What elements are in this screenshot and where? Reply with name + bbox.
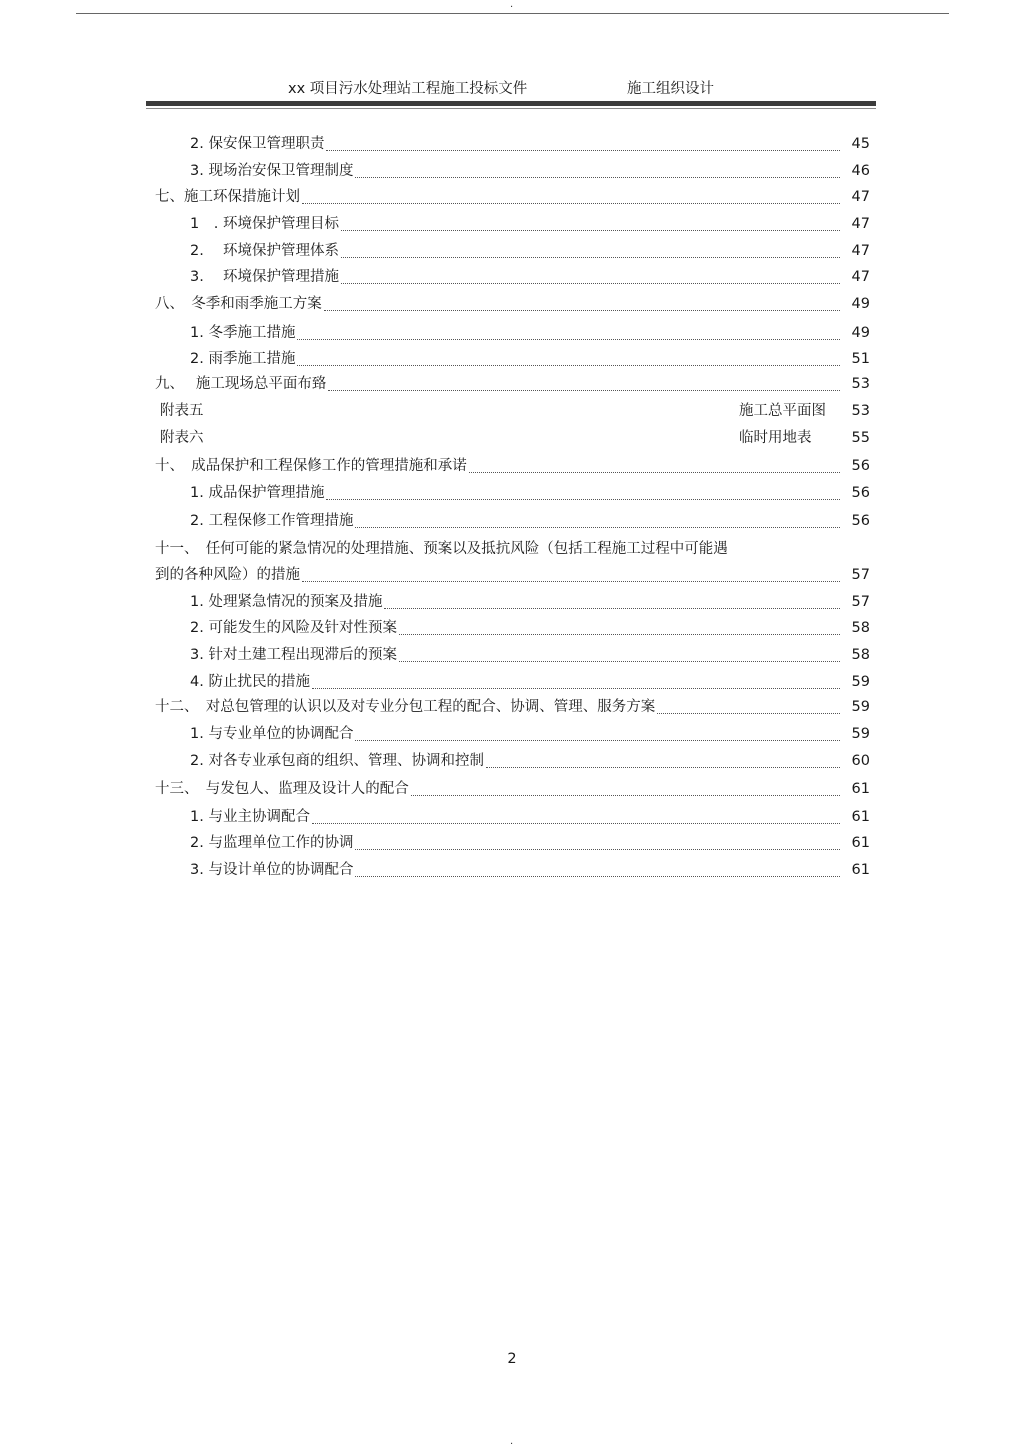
toc-entry-page-number: 56 (851, 513, 870, 529)
toc-leader-dots (324, 310, 840, 311)
toc-entry[interactable] (0, 428, 1024, 448)
toc-entry-title: 1 . 环境保护管理目标 (190, 216, 339, 232)
toc-entry-title: 九、 施工现场总平面布臵 (155, 376, 327, 392)
toc-leader-dots (355, 849, 840, 850)
toc-leader-dots (297, 365, 840, 366)
toc-entry[interactable] (0, 807, 1024, 827)
toc-entry-title: 2. 环境保护管理体系 (190, 243, 339, 259)
toc-entry-title: 十二、 对总包管理的认识以及对专业分包工程的配合、协调、管理、服务方案 (155, 699, 656, 715)
toc-entry-title: 3. 现场治安保卫管理制度 (190, 163, 354, 179)
top-page-mark: . (510, 0, 514, 10)
toc-entry-title-continued: 到的各种风险）的措施 (155, 567, 300, 583)
toc-entry-title: 附表六 (160, 430, 204, 446)
toc-entry[interactable] (0, 860, 1024, 880)
toc-entry-title: 3. 环境保护管理措施 (190, 269, 339, 285)
toc-entry[interactable] (0, 294, 1024, 314)
toc-entry[interactable] (0, 751, 1024, 771)
toc-entry-page-number: 46 (851, 163, 870, 179)
toc-entry-page-number: 47 (851, 243, 870, 259)
toc-leader-dots (355, 876, 840, 877)
toc-entry-page-number: 53 (851, 376, 870, 392)
toc-entry-title: 七、施工环保措施计划 (155, 189, 300, 205)
toc-entry-title: 十一、 任何可能的紧急情况的处理措施、预案以及抵抗风险（包括工程施工过程中可能遇 (155, 541, 728, 557)
toc-entry[interactable] (0, 456, 1024, 476)
toc-entry-page-number: 57 (851, 567, 870, 583)
toc-entry-page-number: 55 (851, 430, 870, 446)
toc-entry-title: 4. 防止扰民的措施 (190, 674, 310, 690)
toc-leader-dots (355, 527, 840, 528)
toc-leader-dots (326, 150, 840, 151)
toc-leader-dots (399, 661, 840, 662)
toc-entry-page-number: 56 (851, 458, 870, 474)
toc-entry-title: 附表五 (160, 403, 204, 419)
toc-entry[interactable] (0, 374, 1024, 394)
header-rule-thin (146, 108, 876, 109)
toc-leader-dots (657, 713, 840, 714)
toc-entry[interactable] (0, 349, 1024, 369)
toc-leader-dots (312, 823, 840, 824)
toc-entry[interactable] (0, 697, 1024, 717)
document-title: xx 项目污水处理站工程施工投标文件 (288, 81, 528, 97)
toc-entry-caption: 临时用地表 (739, 430, 812, 446)
toc-entry-page-number: 60 (851, 753, 870, 769)
toc-entry-title: 1. 与专业单位的协调配合 (190, 726, 354, 742)
toc-entry-page-number: 61 (851, 835, 870, 851)
toc-entry-title: 1. 冬季施工措施 (190, 325, 296, 341)
toc-entry[interactable] (0, 483, 1024, 503)
toc-entry-title: 2. 与监理单位工作的协调 (190, 835, 354, 851)
toc-leader-dots (469, 472, 840, 473)
toc-leader-dots (355, 177, 840, 178)
toc-entry-page-number: 53 (851, 403, 870, 419)
toc-entry[interactable] (0, 267, 1024, 287)
toc-entry-page-number: 58 (851, 620, 870, 636)
toc-entry[interactable] (0, 539, 1024, 559)
toc-entry-title: 1. 成品保护管理措施 (190, 485, 325, 501)
toc-entry-page-number: 47 (851, 189, 870, 205)
toc-entry-page-number: 61 (851, 862, 870, 878)
toc-entry-page-number: 59 (851, 726, 870, 742)
toc-entry-page-number: 59 (851, 699, 870, 715)
toc-entry-title: 2. 工程保修工作管理措施 (190, 513, 354, 529)
toc-entry[interactable] (0, 618, 1024, 638)
toc-entry[interactable] (0, 779, 1024, 799)
toc-entry-page-number: 61 (851, 781, 870, 797)
toc-entry-title: 2. 可能发生的风险及针对性预案 (190, 620, 397, 636)
toc-entry-page-number: 56 (851, 485, 870, 501)
toc-entry-title: 八、 冬季和雨季施工方案 (155, 296, 322, 312)
toc-leader-dots (302, 581, 840, 582)
toc-entry-caption: 施工总平面图 (739, 403, 826, 419)
toc-entry-title: 2. 保安保卫管理职责 (190, 136, 325, 152)
toc-leader-dots (341, 230, 840, 231)
toc-entry[interactable] (0, 187, 1024, 207)
toc-entry[interactable] (0, 241, 1024, 261)
toc-entry-title: 3. 与设计单位的协调配合 (190, 862, 354, 878)
toc-entry-continuation[interactable] (0, 565, 1024, 585)
toc-entry[interactable] (0, 724, 1024, 744)
toc-entry-page-number: 49 (851, 296, 870, 312)
toc-leader-dots (355, 740, 840, 741)
toc-entry-title: 十三、 与发包人、监理及设计人的配合 (155, 781, 409, 797)
toc-leader-dots (341, 283, 840, 284)
toc-entry[interactable] (0, 833, 1024, 853)
header-rule (146, 101, 876, 106)
toc-leader-dots (486, 767, 840, 768)
toc-entry[interactable] (0, 672, 1024, 692)
toc-leader-dots (326, 499, 840, 500)
toc-leader-dots (297, 339, 840, 340)
toc-leader-dots (399, 634, 840, 635)
toc-entry[interactable] (0, 511, 1024, 531)
toc-entry-title: 1. 与业主协调配合 (190, 809, 310, 825)
toc-entry[interactable] (0, 323, 1024, 343)
toc-entry-page-number: 49 (851, 325, 870, 341)
toc-entry-page-number: 47 (851, 269, 870, 285)
toc-entry-title: 3. 针对土建工程出现滞后的预案 (190, 647, 397, 663)
document-subtitle: 施工组织设计 (627, 81, 714, 97)
toc-leader-dots (411, 795, 840, 796)
toc-entry[interactable] (0, 401, 1024, 421)
toc-entry-title: 2. 对各专业承包商的组织、管理、协调和控制 (190, 753, 484, 769)
toc-leader-dots (341, 257, 840, 258)
toc-entry-page-number: 51 (851, 351, 870, 367)
toc-leader-dots (312, 688, 840, 689)
toc-entry[interactable] (0, 592, 1024, 612)
toc-entry-title: 1. 处理紧急情况的预案及措施 (190, 594, 383, 610)
toc-entry-page-number: 59 (851, 674, 870, 690)
toc-leader-dots (302, 203, 840, 204)
toc-entry-page-number: 57 (851, 594, 870, 610)
toc-entry-page-number: 58 (851, 647, 870, 663)
toc-entry-page-number: 61 (851, 809, 870, 825)
top-rule (76, 13, 949, 14)
bottom-page-mark: . (510, 1436, 514, 1447)
toc-leader-dots (384, 608, 840, 609)
toc-entry-title: 十、 成品保护和工程保修工作的管理措施和承诺 (155, 458, 467, 474)
toc-entry[interactable] (0, 161, 1024, 181)
toc-entry-page-number: 47 (851, 216, 870, 232)
toc-entry[interactable] (0, 214, 1024, 234)
page-number: 2 (507, 1351, 517, 1367)
toc-entry-page-number: 45 (851, 136, 870, 152)
toc-entry[interactable] (0, 645, 1024, 665)
toc-entry[interactable] (0, 134, 1024, 154)
toc-leader-dots (328, 390, 840, 391)
toc-entry-title: 2. 雨季施工措施 (190, 351, 296, 367)
